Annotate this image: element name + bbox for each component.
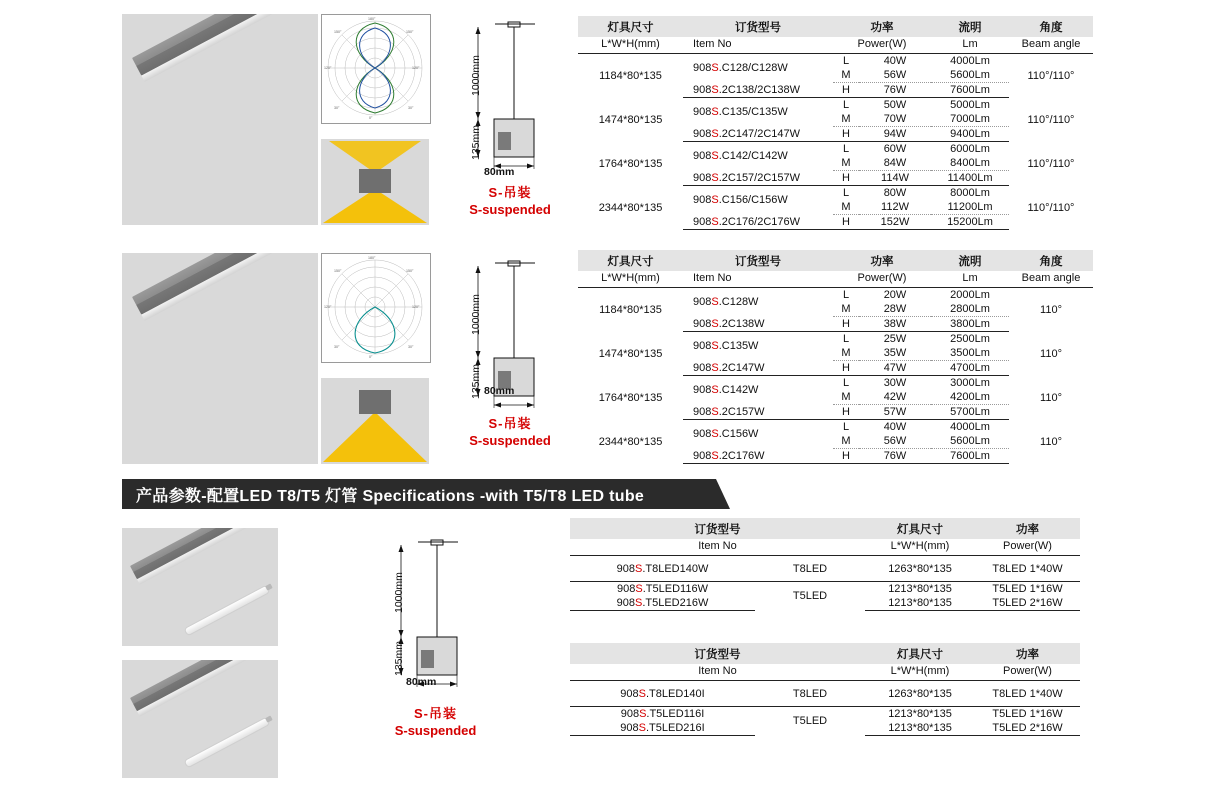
cell-power: T8LED 1*40W: [975, 556, 1080, 582]
cell-item: 908S.C156W: [693, 428, 759, 441]
cell-item: 908S.T5LED116W: [617, 583, 708, 595]
th-angle-cn: 角度: [1009, 16, 1093, 37]
cell-power: 57W: [859, 405, 931, 420]
cell-code: L: [842, 143, 850, 155]
th-size-en: L*W*H(mm): [578, 271, 683, 288]
polar-diagram-2: [321, 253, 431, 363]
cell-lumen: 6000Lm: [950, 143, 990, 155]
svg-text:180°: 180°: [368, 256, 376, 260]
polar-diagram-1: [321, 14, 431, 124]
cell-power: 20W: [883, 289, 907, 301]
th-item-en: Item No: [683, 271, 833, 288]
svg-text:150°: 150°: [334, 30, 342, 34]
linear-fixture-illustration: [132, 253, 318, 321]
suspension-label-cn: S-吊装: [413, 706, 457, 721]
table-row: [578, 376, 1093, 391]
cell-lumen: 7000Lm: [931, 112, 1009, 127]
cell-lumen: 7600Lm: [931, 83, 1009, 98]
cell-power: 84W: [859, 156, 931, 171]
cell-type: T8LED: [755, 681, 865, 707]
cell-lumen: 2800Lm: [931, 302, 1009, 317]
cell-size: 1263*80*135: [865, 681, 975, 707]
svg-text:120°: 120°: [412, 305, 420, 309]
cell-lumen: 2000Lm: [950, 289, 990, 301]
table-row: [570, 707, 1080, 722]
cell-power: 25W: [883, 333, 907, 345]
table-header-row: [570, 518, 1080, 539]
table-row: [578, 98, 1093, 113]
svg-text:150°: 150°: [406, 269, 414, 273]
cell-power: 35W: [859, 346, 931, 361]
cell-code: H: [833, 361, 859, 376]
cell-lumen: 11200Lm: [931, 200, 1009, 215]
cell-power: T8LED 1*40W: [975, 681, 1080, 707]
cell-code: M: [833, 68, 859, 83]
cell-item: 908S.2C176W: [683, 449, 833, 464]
cell-code: L: [842, 289, 850, 301]
cell-code: H: [833, 127, 859, 142]
drop-length-label-3: 1000mm: [393, 572, 405, 613]
svg-text:150°: 150°: [406, 30, 414, 34]
cell-item: 908S.2C157W: [683, 405, 833, 420]
th-item-en: Item No: [683, 37, 833, 54]
spec-table-1: [578, 16, 1093, 230]
svg-text:120°: 120°: [412, 66, 420, 70]
cell-angle: 110°: [1040, 347, 1062, 360]
spec-table-2-table: [578, 250, 1093, 464]
spec-table-2: [578, 250, 1093, 464]
cell-power: 38W: [859, 317, 931, 332]
cell-item: 908S.C128/C128W: [693, 62, 788, 75]
section-banner: [122, 479, 716, 509]
cell-item: 908S.2C176/2C176W: [683, 215, 833, 230]
cell-code: M: [833, 434, 859, 449]
th-power-en: Power(W): [975, 539, 1080, 556]
cell-power: 114W: [859, 171, 931, 186]
th-size-en: L*W*H(mm): [865, 664, 975, 681]
beam-illustration-updown-1: [321, 139, 429, 225]
fixture-width-label-1: 80mm: [484, 166, 515, 178]
cell-lumen: 7600Lm: [931, 449, 1009, 464]
cell-lumen: 4200Lm: [931, 390, 1009, 405]
cell-lumen: 3000Lm: [950, 377, 990, 389]
cell-item: 908S.T5LED216I: [570, 721, 755, 736]
cell-code: H: [833, 215, 859, 230]
cell-lumen: 3800Lm: [931, 317, 1009, 332]
spec-table-4: [570, 643, 1080, 736]
suspension-label-1: [455, 184, 565, 218]
cell-angle: 110°/110°: [1027, 157, 1075, 170]
cell-item: 908S.T5LED116I: [620, 708, 705, 720]
cell-lumen: 5600Lm: [931, 68, 1009, 83]
cell-power: 76W: [859, 449, 931, 464]
cell-type: T5LED: [792, 590, 828, 603]
cell-size: 1213*80*135: [865, 596, 975, 611]
table-row: [578, 332, 1093, 347]
svg-text:180°: 180°: [368, 17, 376, 21]
cell-lumen: 4700Lm: [931, 361, 1009, 376]
suspension-label-en: S-suspended: [469, 433, 551, 448]
cell-size: 1184*80*135: [599, 69, 662, 82]
cell-item: 908S.T8LED140I: [570, 681, 755, 707]
table-header-row: [570, 643, 1080, 664]
table-row: [578, 420, 1093, 435]
cell-lumen: 11400Lm: [931, 171, 1009, 186]
dimension-drawing-2: [450, 253, 570, 438]
cell-item: 908S.2C157/2C157W: [683, 171, 833, 186]
th-size-cn: 灯具尺寸: [578, 250, 683, 271]
cell-code: M: [833, 346, 859, 361]
cell-size: 1764*80*135: [598, 391, 663, 404]
cell-item: 908S.C142W: [693, 384, 759, 397]
cell-power: 42W: [859, 390, 931, 405]
table-header-row: [578, 16, 1093, 37]
table-subheader-row: [570, 539, 1080, 556]
cell-size: 1184*80*135: [599, 303, 662, 316]
cell-item: 908S.2C138/2C138W: [683, 83, 833, 98]
th-power-cn: 功率: [975, 518, 1080, 539]
spec-table-3-table: [570, 518, 1080, 611]
table-row: [570, 582, 1080, 597]
cell-lumen: 15200Lm: [931, 215, 1009, 230]
cell-power: 30W: [883, 377, 907, 389]
cell-power: 112W: [859, 200, 931, 215]
table-subheader-row: [578, 271, 1093, 288]
cell-code: L: [842, 187, 850, 199]
cell-power: 56W: [859, 434, 931, 449]
fixture-width-label-3: 80mm: [406, 676, 437, 688]
cell-item: 908S.C142/C142W: [693, 150, 788, 163]
cell-power: T5LED 1*16W: [992, 708, 1063, 720]
cell-code: L: [842, 55, 850, 67]
th-power-en: Power(W): [975, 664, 1080, 681]
suspension-label-cn: S-吊装: [488, 185, 532, 200]
product-photo-2: [122, 253, 318, 464]
cell-code: H: [833, 171, 859, 186]
th-item-en: Item No: [570, 539, 865, 556]
cell-item: 908S.T8LED140W: [570, 556, 755, 582]
cell-power: 60W: [883, 143, 907, 155]
th-lumen-en: Lm: [931, 271, 1009, 288]
cell-lumen: 2500Lm: [950, 333, 990, 345]
th-power-cn: 功率: [833, 250, 931, 271]
cell-item: 908S.T5LED216W: [570, 596, 755, 611]
svg-text:0°: 0°: [369, 116, 373, 120]
table-row: [578, 54, 1093, 69]
cell-power: 47W: [859, 361, 931, 376]
cell-item: 908S.C128W: [693, 296, 759, 309]
th-item-cn: 订货型号: [570, 643, 865, 664]
suspension-label-3: [378, 705, 493, 739]
cell-type: T8LED: [755, 556, 865, 582]
cell-power: 94W: [859, 127, 931, 142]
cell-lumen: 3500Lm: [931, 346, 1009, 361]
cell-lumen: 4000Lm: [950, 421, 990, 433]
th-power-cn: 功率: [833, 16, 931, 37]
cell-code: H: [833, 449, 859, 464]
cell-item: 908S.2C147W: [683, 361, 833, 376]
spec-table-3: [570, 518, 1080, 611]
cell-code: M: [833, 302, 859, 317]
linear-fixture-illustration: [132, 14, 318, 82]
table-row: [578, 186, 1093, 201]
cell-size: 1474*80*135: [598, 347, 663, 360]
th-angle-cn: 角度: [1009, 250, 1093, 271]
th-power-cn: 功率: [975, 643, 1080, 664]
suspension-label-en: S-suspended: [394, 723, 477, 738]
th-angle-en: Beam angle: [1009, 271, 1093, 288]
fixture-height-label-3: 135mm: [393, 640, 405, 676]
cell-power: T5LED 2*16W: [975, 596, 1080, 611]
th-power-en: Power(W): [833, 271, 931, 288]
th-size-cn: 灯具尺寸: [865, 643, 975, 664]
cell-code: L: [842, 333, 850, 345]
svg-text:30°: 30°: [408, 345, 414, 349]
table-subheader-row: [570, 664, 1080, 681]
cell-size: 1213*80*135: [888, 708, 952, 720]
cell-code: H: [833, 317, 859, 332]
cell-code: L: [842, 99, 850, 111]
product-photo-1: [122, 14, 318, 225]
linear-fixture-illustration: [130, 528, 272, 585]
cell-lumen: 8000Lm: [950, 187, 990, 199]
cell-item: 908S.2C147/2C147W: [683, 127, 833, 142]
cell-lumen: 5700Lm: [931, 405, 1009, 420]
fixture-height-label-2: 135mm: [470, 363, 482, 399]
svg-text:120°: 120°: [324, 66, 332, 70]
cell-lumen: 9400Lm: [931, 127, 1009, 142]
cell-code: H: [833, 83, 859, 98]
cell-power: 76W: [859, 83, 931, 98]
cell-power: 50W: [883, 99, 907, 111]
cell-angle: 110°: [1040, 391, 1062, 404]
th-item-cn: 订货型号: [683, 16, 833, 37]
fixture-width-label-2: 80mm: [484, 385, 515, 397]
section-banner-title: 产品参数-配置LED T8/T5 灯管 Specifications -with T5/T8 LED tube: [136, 487, 645, 505]
suspension-label-2: [455, 415, 565, 449]
th-size-en: L*W*H(mm): [578, 37, 683, 54]
svg-text:30°: 30°: [408, 106, 414, 110]
table-row: [578, 142, 1093, 157]
cell-power: 40W: [883, 421, 907, 433]
cell-type: T5LED: [792, 715, 828, 728]
table-header-row: [578, 250, 1093, 271]
cell-power: 70W: [859, 112, 931, 127]
cell-lumen: 5600Lm: [931, 434, 1009, 449]
cell-power: 56W: [859, 68, 931, 83]
cell-power: 40W: [883, 55, 907, 67]
cell-angle: 110°: [1040, 303, 1062, 316]
cell-power: 152W: [859, 215, 931, 230]
svg-text:30°: 30°: [334, 345, 340, 349]
cell-code: L: [842, 377, 850, 389]
cell-angle: 110°/110°: [1027, 113, 1075, 126]
cell-size: 1263*80*135: [865, 556, 975, 582]
led-tube-illustration: [183, 584, 270, 636]
suspension-label-en: S-suspended: [469, 202, 551, 217]
cell-item: 908S.C135/C135W: [693, 106, 788, 119]
product-photo-3: [122, 528, 278, 646]
linear-fixture-illustration: [130, 660, 272, 717]
cell-size: 2344*80*135: [598, 201, 663, 214]
th-lumen-cn: 流明: [931, 250, 1009, 271]
cell-power: T5LED 1*16W: [992, 583, 1063, 595]
cell-code: M: [833, 156, 859, 171]
suspension-label-cn: S-吊装: [488, 416, 532, 431]
cell-angle: 110°/110°: [1027, 201, 1075, 214]
svg-text:150°: 150°: [334, 269, 342, 273]
cell-item: 908S.C156/C156W: [693, 194, 788, 207]
th-size-cn: 灯具尺寸: [578, 16, 683, 37]
table-row: [570, 681, 1080, 707]
spec-table-4-table: [570, 643, 1080, 736]
cell-size: 1213*80*135: [888, 583, 952, 595]
cell-code: L: [842, 421, 850, 433]
th-item-cn: 订货型号: [683, 250, 833, 271]
th-size-en: L*W*H(mm): [865, 539, 975, 556]
cell-code: H: [833, 405, 859, 420]
cell-size: 2344*80*135: [598, 435, 663, 448]
cell-lumen: 5000Lm: [950, 99, 990, 111]
th-item-cn: 订货型号: [570, 518, 865, 539]
cell-size: 1764*80*135: [598, 157, 663, 170]
svg-text:30°: 30°: [334, 106, 340, 110]
svg-text:120°: 120°: [324, 305, 332, 309]
drop-length-label-2: 1000mm: [470, 294, 482, 335]
cell-item: 908S.2C138W: [683, 317, 833, 332]
beam-illustration-down-2: [321, 378, 429, 464]
table-subheader-row: [578, 37, 1093, 54]
cell-power: 28W: [859, 302, 931, 317]
table-row: [570, 556, 1080, 582]
cell-lumen: 4000Lm: [950, 55, 990, 67]
cell-angle: 110°: [1040, 435, 1062, 448]
product-photo-4: [122, 660, 278, 778]
cell-item: 908S.C135W: [693, 340, 759, 353]
drop-length-label-1: 1000mm: [470, 55, 482, 96]
th-lumen-en: Lm: [931, 37, 1009, 54]
cell-code: M: [833, 112, 859, 127]
cell-code: M: [833, 200, 859, 215]
cell-size: 1213*80*135: [865, 721, 975, 736]
th-item-en: Item No: [570, 664, 865, 681]
cell-angle: 110°/110°: [1027, 69, 1075, 82]
cell-code: M: [833, 390, 859, 405]
th-size-cn: 灯具尺寸: [865, 518, 975, 539]
th-lumen-cn: 流明: [931, 16, 1009, 37]
cell-power: 80W: [883, 187, 907, 199]
cell-power: T5LED 2*16W: [975, 721, 1080, 736]
led-tube-illustration: [183, 716, 270, 768]
cell-lumen: 8400Lm: [931, 156, 1009, 171]
spec-table-1-table: [578, 16, 1093, 230]
th-angle-en: Beam angle: [1009, 37, 1093, 54]
fixture-height-label-1: 135mm: [470, 124, 482, 160]
th-power-en: Power(W): [833, 37, 931, 54]
cell-size: 1474*80*135: [598, 113, 663, 126]
svg-text:0°: 0°: [369, 355, 373, 359]
table-row: [578, 288, 1093, 303]
